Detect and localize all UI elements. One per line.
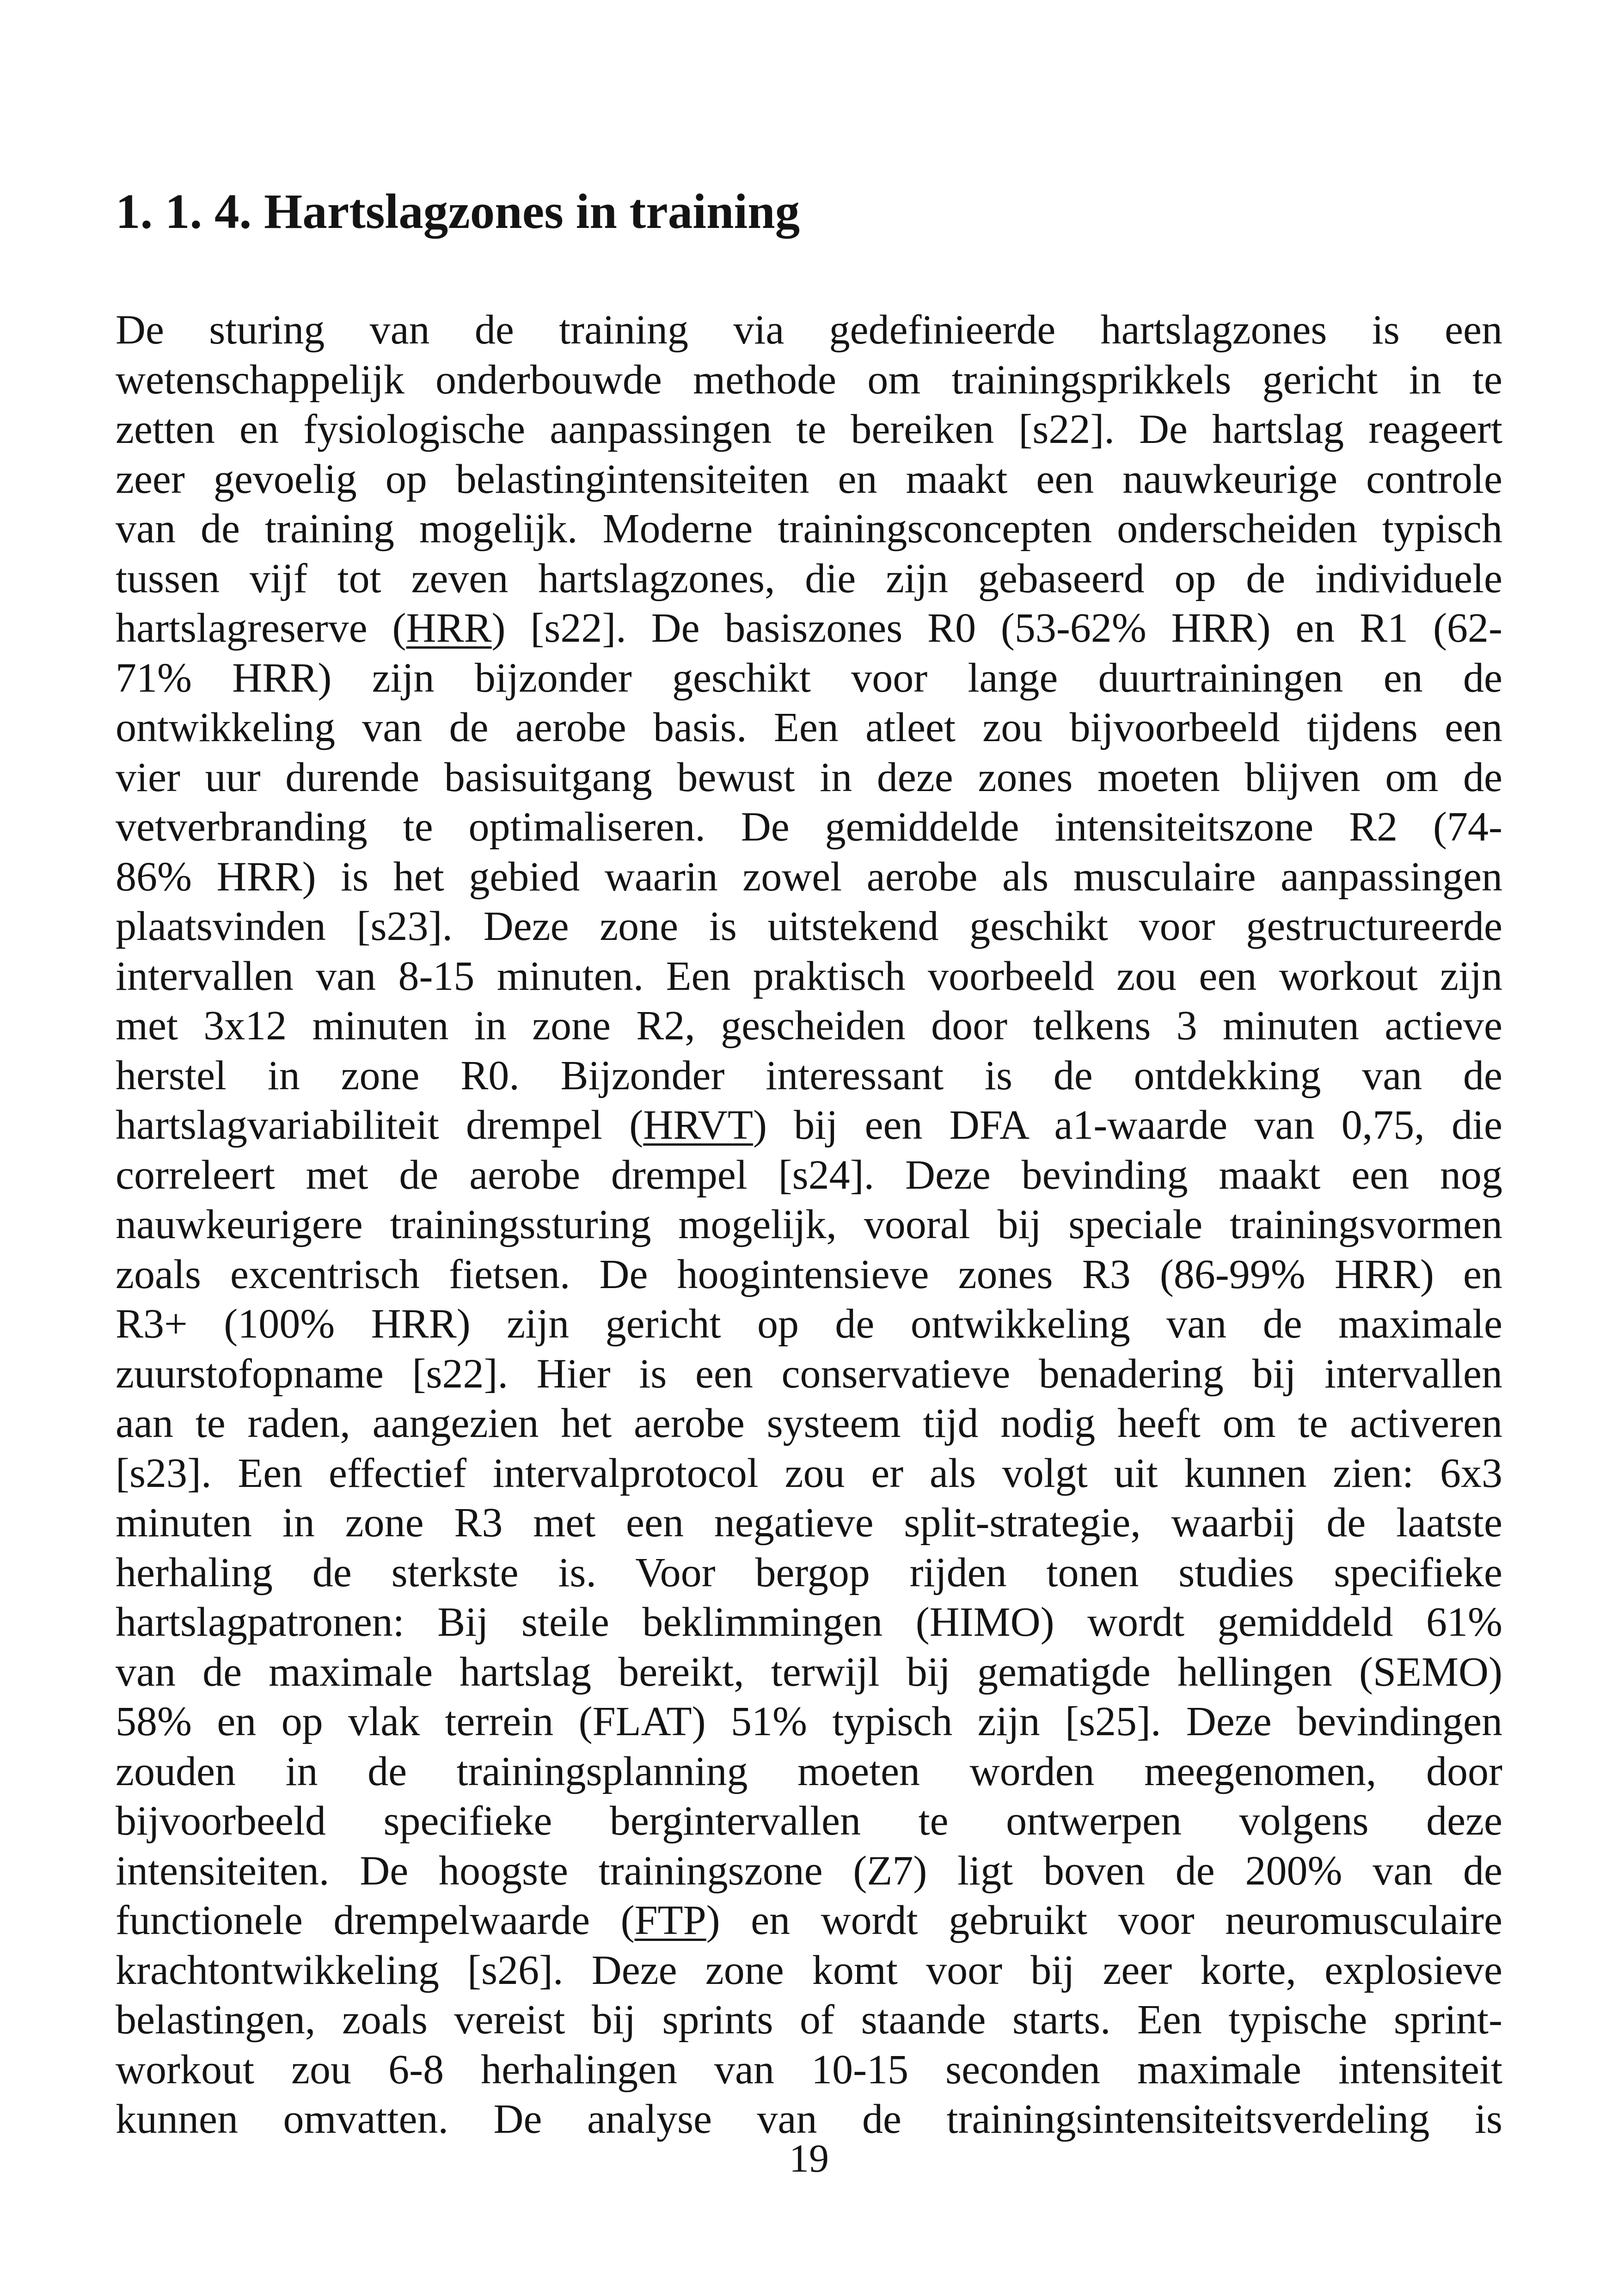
text-line: 58% en op vlak terrein (FLAT) 51% typisch zijn [s25]. Deze bevindingen — [116, 1699, 1502, 1744]
body-paragraph — [116, 305, 1502, 2144]
text-line: zetten en fysiologische aanpassingen te bereiken [s22]. De hartslag reageert — [116, 406, 1502, 452]
text-line — [116, 1896, 1502, 1946]
text-line: 86% HRR) is het gebied waarin zowel aerobe als musculaire aanpassingen — [116, 853, 1502, 900]
text-line: intervallen van 8-15 minuten. Een praktisch voorbeeld zou een workout zijn — [116, 953, 1502, 999]
abbreviation-link[interactable]: FTP — [634, 1897, 706, 1943]
text-segment: ) [s22]. De basiszones R0 (53-62% HRR) en R1 (62- — [491, 605, 1502, 651]
text-line: met 3x12 minuten in zone R2, gescheiden door telkens 3 minuten actieve — [116, 1003, 1502, 1049]
text-segment: functionele drempelwaarde ( — [116, 1897, 635, 1943]
text-line: De sturing van de training via gedefinieerde hartslagzones is een — [116, 307, 1502, 353]
text-line: minuten in zone R3 met een negatieve split-strategie, waarbij de laatste — [116, 1500, 1502, 1546]
text-line: kunnen omvatten. De analyse van de trainingsintensiteitsverdeling is — [116, 2096, 1502, 2142]
text-line: herstel in zone R0. Bijzonder interessant is de ontdekking van de — [116, 1052, 1502, 1099]
text-line: vier uur durende basisuitgang bewust in deze zones moeten blijven om de — [116, 754, 1502, 800]
text-line: van de training mogelijk. Moderne trainingsconcepten onderscheiden typisch — [116, 506, 1502, 552]
text-segment: hartslagreserve ( — [116, 605, 406, 651]
abbreviation-link[interactable]: HRR — [406, 605, 492, 651]
text-line: [s23]. Een effectief intervalprotocol zou er als volgt uit kunnen zien: 6x3 — [116, 1450, 1502, 1496]
text-line: intensiteiten. De hoogste trainingszone (Z7) ligt boven de 200% van de — [116, 1848, 1502, 1894]
text-line: aan te raden, aangezien het aerobe systeem tijd nodig heeft om te activeren — [116, 1400, 1502, 1446]
text-line: zeer gevoelig op belastingintensiteiten en maakt een nauwkeurige controle — [116, 456, 1502, 502]
text-line: zoals excentrisch fietsen. De hoogintensieve zones R3 (86-99% HRR) en — [116, 1251, 1502, 1297]
text-line: workout zou 6-8 herhalingen van 10-15 seconden maximale intensiteit — [116, 2046, 1502, 2093]
text-line: ontwikkeling van de aerobe basis. Een atleet zou bijvoorbeeld tijdens een — [116, 705, 1502, 750]
text-line: van de maximale hartslag bereikt, terwijl bij gematigde hellingen (SEMO) — [116, 1649, 1502, 1695]
text-line: nauwkeurigere trainingssturing mogelijk, vooral bij speciale trainingsvormen — [116, 1202, 1502, 1247]
text-line: krachtontwikkeling [s26]. Deze zone komt voor bij zeer korte, explosieve — [116, 1947, 1502, 1993]
text-segment: hartslagvariabiliteit drempel ( — [116, 1102, 644, 1148]
text-line: zuurstofopname [s22]. Hier is een conservatieve benadering bij intervallen — [116, 1351, 1502, 1397]
text-line: 71% HRR) zijn bijzonder geschikt voor lange duurtrainingen en de — [116, 655, 1502, 701]
text-line: herhaling de sterkste is. Voor bergop rijden tonen studies specifieke — [116, 1549, 1502, 1596]
text-line: wetenschappelijk onderbouwde methode om trainingsprikkels gericht in te — [116, 356, 1502, 403]
text-line: bijvoorbeeld specifieke bergintervallen te ontwerpen volgens deze — [116, 1798, 1502, 1844]
text-line: tussen vijf tot zeven hartslagzones, die zijn gebaseerd op de individuele — [116, 555, 1502, 602]
text-segment: ) en wordt gebruikt voor neuromusculaire — [706, 1897, 1502, 1943]
text-line: hartslagpatronen: Bij steile beklimmingen (HIMO) wordt gemiddeld 61% — [116, 1599, 1502, 1645]
text-line: plaatsvinden [s23]. Deze zone is uitstekend geschikt voor gestructureerde — [116, 903, 1502, 949]
text-line — [116, 603, 1502, 653]
text-line: vetverbranding te optimaliseren. De gemiddelde intensiteitszone R2 (74- — [116, 804, 1502, 850]
abbreviation-link[interactable]: HRVT — [643, 1102, 753, 1148]
text-line: R3+ (100% HRR) zijn gericht op de ontwikkeling van de maximale — [116, 1301, 1502, 1347]
text-line — [116, 1100, 1502, 1150]
section-heading: 1. 1. 4. Hartslagzones in training — [116, 184, 800, 239]
text-line: correleert met de aerobe drempel [s24]. Deze bevinding maakt een nog — [116, 1152, 1502, 1198]
page-number: 19 — [789, 2136, 829, 2180]
text-line: belastingen, zoals vereist bij sprints of staande starts. Een typische sprint- — [116, 1997, 1502, 2043]
text-line: zouden in de trainingsplanning moeten worden meegenomen, door — [116, 1748, 1502, 1794]
text-segment: ) bij een DFA a1-waarde van 0,75, die — [753, 1102, 1503, 1148]
